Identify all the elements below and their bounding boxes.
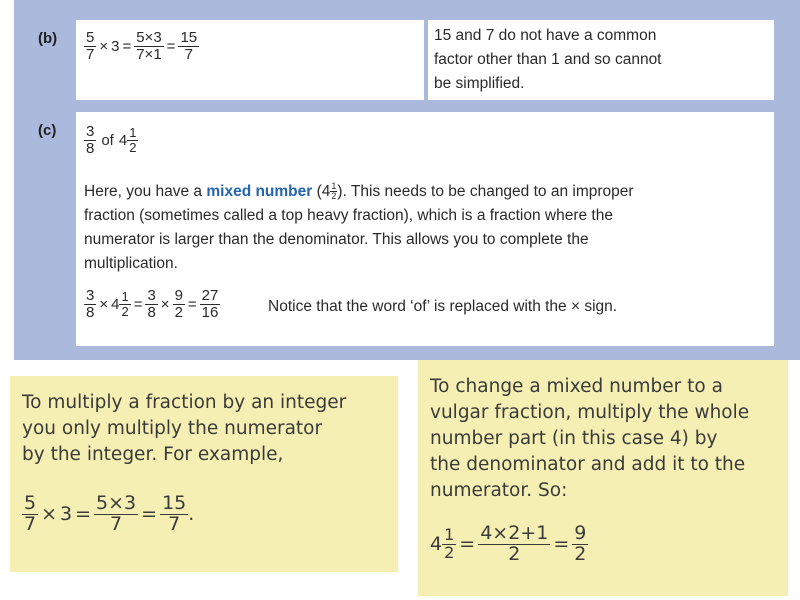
part-c-notice: Notice that the word ‘of’ is replaced with the × sign. [268, 298, 618, 315]
part-c-equation: $\frac{3}{8}$ × 4 $\frac{1}{2}$ = $\frac{3}{8}$ × $\frac{9}{2}$ = $\frac{27}{16}$ [86, 287, 219, 321]
mixed-number: 4 $\frac{1}{2}$ [430, 525, 455, 562]
integer-multiplication-note [10, 376, 398, 572]
fraction: $\frac{3}{8}$ [147, 287, 156, 321]
fraction: $\frac{4\times 2+1}{2}$ [480, 522, 549, 565]
fraction: $\frac{15}{7}$ [180, 29, 198, 63]
fraction: $\frac{5}{7}$ [86, 29, 95, 63]
fraction: $\frac{9}{2}$ [174, 287, 183, 321]
fraction: $\frac{27}{16}$ [201, 287, 219, 321]
fraction: $\frac{5}{7}$ [24, 492, 37, 535]
mixed-number: 4 $\frac{1}{2}$ [118, 125, 137, 155]
part-c-paragraph: Here, you have a mixed number (4 $\frac{1}{2}$ ). This needs to be changed to an improper fraction (sometimes called a top heavy fraction), which is a fraction where the numerator is larger than the denominator. This allows you to complete the multiplication. [84, 181, 634, 272]
part-b-equation: $\frac{5}{7}$ × 3 = $\frac{5\times 3}{7\times 1}$ = $\frac{15}{7}$ [86, 29, 198, 63]
right-note-text: To change a mixed number to a vulgar fraction, multiply the whole number part (in this case 4) by the denominator and add it to the numerator. So: [430, 376, 750, 501]
mixed-number-conversion-note [418, 360, 788, 596]
fraction: $\frac{15}{7}$ [162, 492, 187, 535]
mixed-number-term: mixed number [206, 183, 313, 200]
fraction: $\frac{3}{8}$ [86, 287, 95, 321]
part-c-header-expression: $\frac{3}{8}$ of 4 $\frac{1}{2}$ [86, 123, 137, 157]
right-note-equation: 4 $\frac{1}{2}$ = $\frac{4\times 2+1}{2}$ = $\frac{9}{2}$ [430, 522, 587, 565]
part-c-label: (c) [38, 122, 57, 139]
fraction: $\frac{3}{8}$ [86, 123, 95, 157]
part-b-label: (b) [38, 30, 58, 47]
fraction: $\frac{9}{2}$ [574, 522, 587, 565]
fraction: $\frac{5\times 3}{7}$ [96, 492, 137, 535]
part-b-note: 15 and 7 do not have a common factor other than 1 and so cannot be simplified. [434, 27, 662, 92]
mixed-number: 4 $\frac{1}{2}$ [111, 289, 129, 319]
left-note-equation: $\frac{5}{7}$ × 3 = $\frac{5\times 3}{7}$ = $\frac{15}{7}$ . [24, 492, 195, 535]
left-note-text: To multiply a fraction by an integer you only multiply the numerator by the integer. For example, [22, 392, 347, 465]
fraction: $\frac{5\times 3}{7\times 1}$ [136, 29, 162, 63]
